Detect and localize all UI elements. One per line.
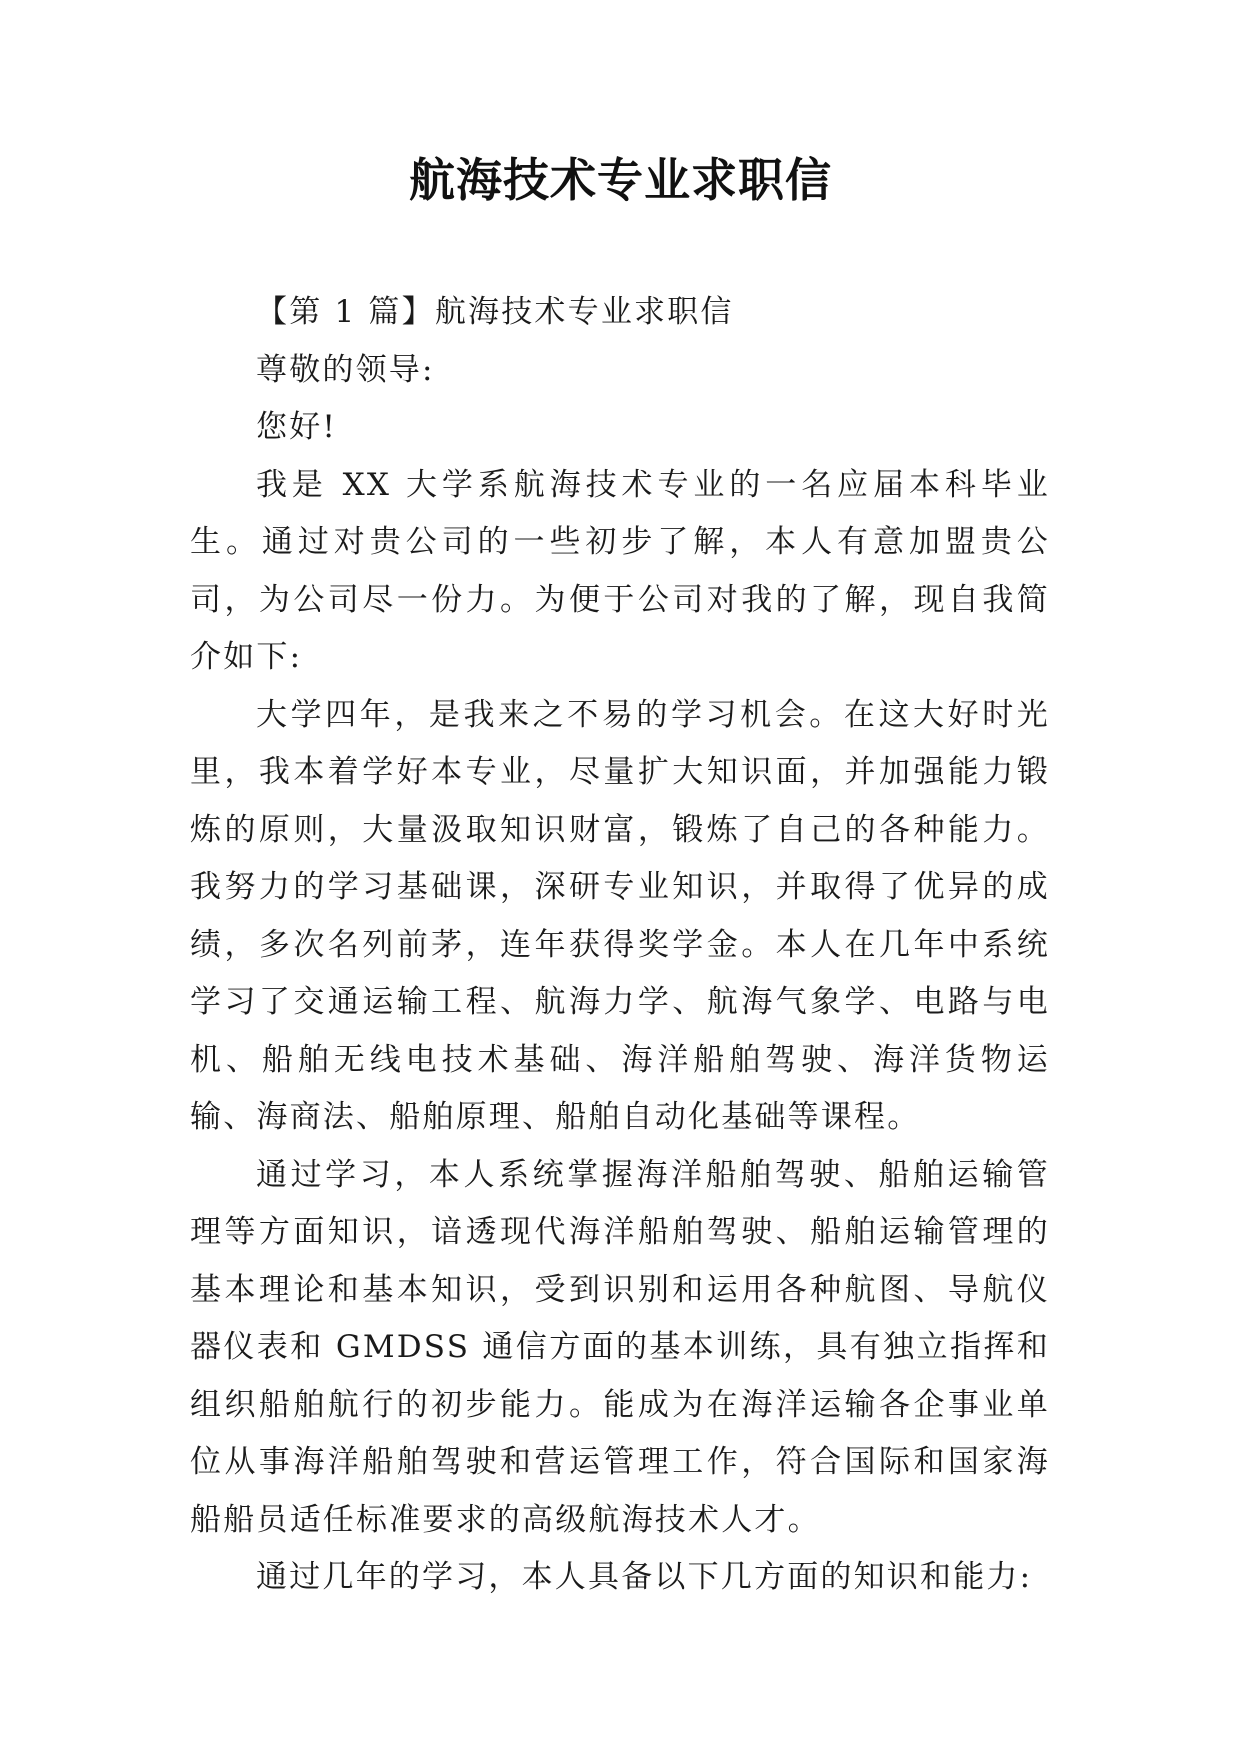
section-heading: 【第 1 篇】航海技术专业求职信 <box>256 294 734 330</box>
greeting: 您好! <box>256 409 338 445</box>
paragraph-abilities: 通过几年的学习，本人具备以下几方面的知识和能力: <box>256 1559 1033 1595</box>
paragraph-intro: 我是 XX 大学系航海技术专业的一名应届本科毕业生。通过对贵公司的一些初步了解，本人有意加盟贵公司，为公司尽一份力。为便于公司对我的了解，现自我简介如下: <box>190 466 1050 675</box>
paragraph-university: 大学四年，是我来之不易的学习机会。在这大好时光里，我本着学好本专业，尽量扩大知识面，并加强能力锻炼的原则，大量汲取知识财富，锻炼了自己的各种能力。我努力的学习基础课，深研专业知识，并取得了优异的成绩，多次名列前茅，连年获得奖学金。本人在几年中系统学习了交通运输工程、航海力学、航海气象学、电路与电机、船舶无线电技术基础、海洋船舶驾驶、海洋货物运输、海商法、船舶原理、船舶自动化基础等课程。 <box>190 696 1050 1135</box>
document-title: 航海技术专业求职信 <box>409 153 832 207</box>
paragraph-skills: 通过学习，本人系统掌握海洋船舶驾驶、船舶运输管理等方面知识，谙透现代海洋船舶驾驶、船舶运输管理的基本理论和基本知识，受到识别和运用各种航图、导航仪器仪表和 GMDSS 通信方面的基本训练，具有独立指挥和组织船舶航行的初步能力。能成为在海洋运输各企事业单位从事海洋船舶驾驶和营运管理工作，符合国际和国家海船船员适任标准要求的高级航海技术人才。 <box>190 1156 1050 1538</box>
salutation: 尊敬的领导: <box>256 351 435 388</box>
document-body <box>190 284 1050 1607</box>
